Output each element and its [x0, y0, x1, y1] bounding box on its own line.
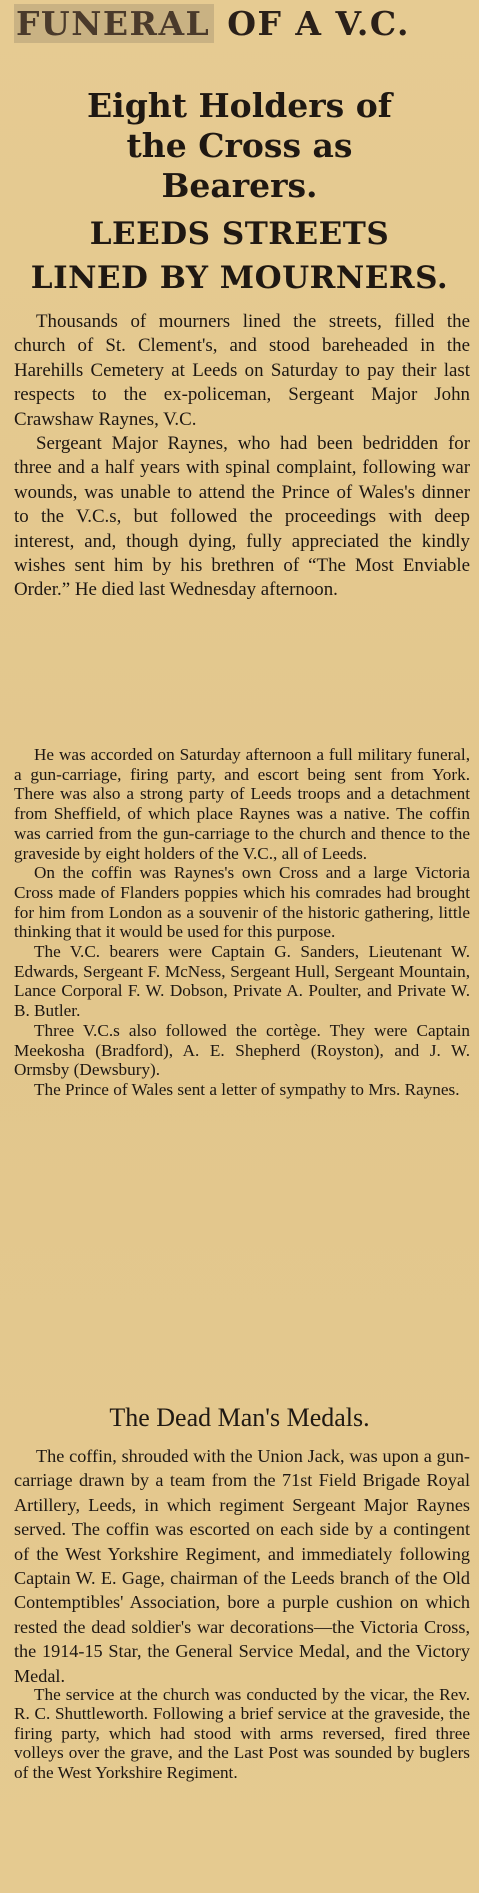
headline [14, 2, 454, 46]
paragraph: The service at the church was conducted by the vicar, the Rev. R. C. Shuttleworth. Following a brief service at the graveside, the firing party, which had stood with arms reversed, fired three volleys over the grave, and the Last Post was sounded by buglers of the West Yorkshire Regiment. [14, 1685, 470, 1782]
article-section-medals [14, 1444, 470, 1688]
secondary-subheading-text: LEEDS STREETS LINED BY MOURNERS. [30, 216, 449, 296]
paragraph: Sergeant Major Raynes, who had been bedridden for three and a half years with spinal complaint, following war wounds, was unable to attend the Prince of Wales's dinner to the V.C.s, but followed the proceedings with deep interest, and, though dying, fully appreciated the kindly wishes sent him by his brethren of “The Most Enviable Order.” He died last Wednesday afternoon. [14, 433, 470, 601]
subsection-heading: The Dead Man's Medals. [109, 1403, 370, 1432]
paragraph: Three V.C.s also followed the cortège. They were Captain Meekosha (Bradford), A. E. Shepherd (Royston), and J. W. Ormsby (Dewsbury). [14, 1020, 470, 1080]
headline-rest: OF A V.C. [214, 4, 411, 43]
paragraph: The Prince of Wales sent a letter of sympathy to Mrs. Raynes. [34, 1079, 460, 1099]
article-section-service [14, 1685, 470, 1782]
secondary-subheading [0, 212, 479, 300]
primary-subheading-text: Eight Holders of the Cross as Bearers. [87, 86, 392, 205]
paragraph: He was accorded on Saturday afternoon a full military funeral, a gun-carriage, firing party, and escort being sent from York. There was also a strong party of Leeds troops and a detachment from Sheffield, of which place Raynes was a native. The coffin was carried from the gun-carriage to the church and thence to the graveside by eight holders of the V.C., all of Leeds. [14, 745, 470, 863]
headline-highlighted-word: FUNERAL [14, 4, 214, 43]
paragraph: The V.C. bearers were Captain G. Sanders, Lieutenant W. Edwards, Sergeant F. McNess, Sergeant Hull, Sergeant Mountain, Lance Corporal F. W. Dobson, Private A. Poulter, and Private W. B. Butler. [14, 942, 470, 1021]
primary-subheading [0, 86, 479, 206]
article-section-opening [14, 310, 470, 603]
paragraph: On the coffin was Raynes's own Cross and a large Victoria Cross made of Flanders poppies which his comrades had brought for him from London as a souvenir of the historic gathering, little thinking that it would be used for this purpose. [14, 863, 470, 942]
article-section-funeral-details [14, 745, 470, 1100]
paragraph: The coffin, shrouded with the Union Jack, was upon a gun-carriage drawn by a team from the 71st Field Brigade Royal Artillery, Leeds, in which regiment Sergeant Major Raynes served. The coffin was escorted on each side by a contingent of the West Yorkshire Regiment, and immediately following Captain W. E. Gage, chairman of the Leeds branch of the Old Contemptibles' Association, bore a purple cushion on which rested the dead soldier's war decorations—the Victoria Cross, the 1914-15 Star, the General Service Medal, and the Victory Medal. [14, 1446, 470, 1686]
paragraph: Thousands of mourners lined the streets, filled the church of St. Clement's, and stood bareheaded in the Harehills Cemetery at Leeds on Saturday to pay their last respects to the ex-policeman, Sergeant Major John Crawshaw Raynes, V.C. [14, 311, 470, 430]
